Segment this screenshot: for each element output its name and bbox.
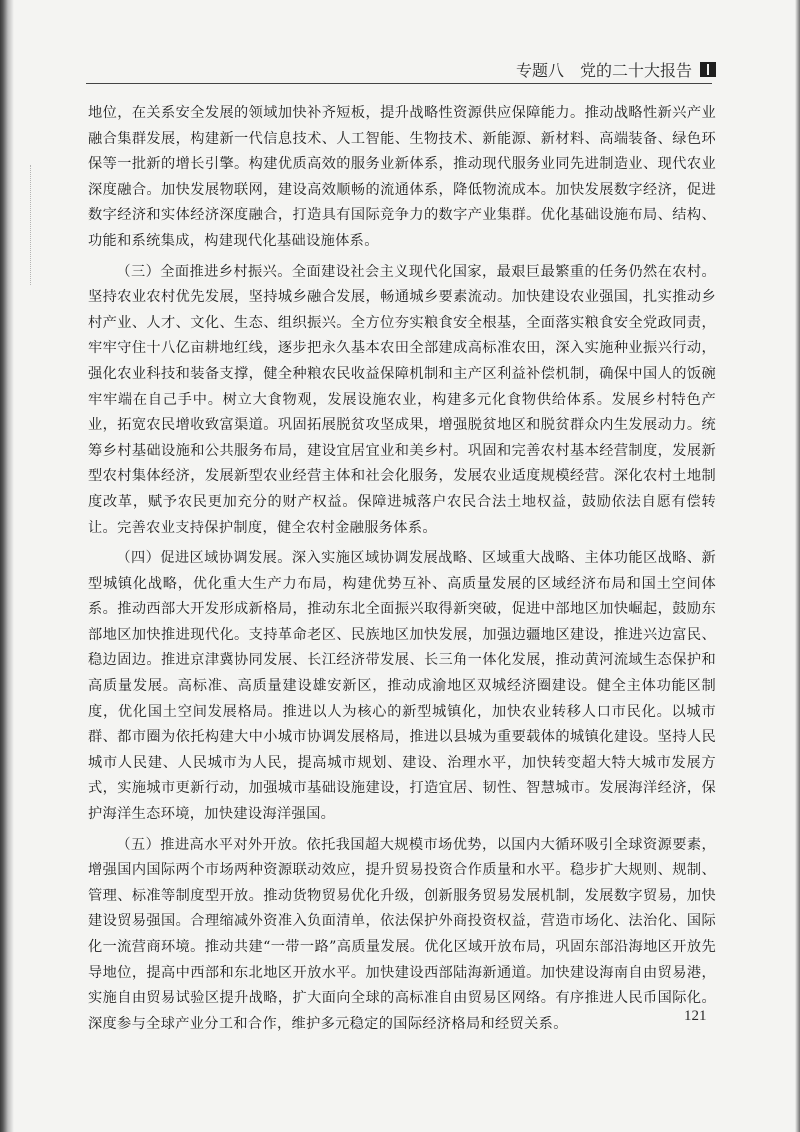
paragraph-opening-up: （五）推进高水平对外开放。依托我国超大规模市场优势，以国内大循环吸引全球资源要素，增强国内国际两个市场两种资源联动效应，提升贸易投资合作质量和水平。稳步扩大规则、规制、管理、标准等制度型开放。推动货物贸易优化升级，创新服务贸易发展机制，发展数字贸易，加快建设贸易强国。合理缩减外资准入负面清单，依法保护外商投资权益，营造市场化、法治化、国际化一流营商环境。推动共建“一带一路”高质量发展。优化区域开放布局，巩固东部沿海地区开放先导地位，提高中西部和东北地区开放水平。加快建设西部陆海新通道。加快建设海南自由贸易港，实施自由贸易试验区提升战略，扩大面向全球的高标准自由贸易区网络。有序推进人民币国际化。深度参与全球产业分工和合作，维护多元稳定的国际经济格局和经贸关系。 <box>88 836 716 1032</box>
body-text <box>88 101 716 1042</box>
header-divider <box>86 83 712 84</box>
running-header <box>516 58 716 81</box>
page-number: 121 <box>684 1008 707 1024</box>
paragraph-rural-revitalization: （三）全面推进乡村振兴。全面建设社会主义现代化国家，最艰巨最繁重的任务仍然在农村。坚持农业农村优先发展，坚持城乡融合发展，畅通城乡要素流动。加快建设农业强国，扎实推动乡村产业、人才、文化、生态、组织振兴。全方位夯实粮食安全根基，全面落实粮食安全党政同责，牢牢守住十八亿亩耕地红线，逐步把永久基本农田全部建成高标准农田，深入实施种业振兴行动，强化农业科技和装备支撑，健全种粮农民收益保障机制和主产区利益补偿机制，确保中国人的饭碗牢牢端在自己手中。树立大食物观，发展设施农业，构建多元化食物供给体系。发展乡村特色产业，拓宽农民增收致富渠道。巩固拓展脱贫攻坚成果，增强脱贫地区和脱贫群众内生发展动力。统筹乡村基础设施和公共服务布局，建设宜居宜业和美乡村。巩固和完善农村基本经营制度，发展新型农村集体经济，发展新型农业经营主体和社会化服务，发展农业适度规模经营。深化农村土地制度改革，赋予农民更加充分的财产权益。保障进城落户农民合法土地权益，鼓励依法自愿有偿转让。完善农业支持保护制度，健全农村金融服务体系。 <box>88 263 716 536</box>
paragraph-regional-development: （四）促进区域协调发展。深入实施区域协调发展战略、区域重大战略、主体功能区战略、新型城镇化战略，优化重大生产力布局，构建优势互补、高质量发展的区域经济布局和国土空间体系。推动西部大开发形成新格局，推动东北全面振兴取得新突破，促进中部地区加快崛起，鼓励东部地区加快推进现代化。支持革命老区、民族地区加快发展，加强边疆地区建设，推进兴边富民、稳边固边。推进京津冀协同发展、长江经济带发展、长三角一体化发展，推动黄河流域生态保护和高质量发展。高标准、高质量建设雄安新区，推动成渝地区双城经济圈建设。健全主体功能区制度，优化国土空间发展格局。推进以人为核心的新型城镇化，加快农业转移人口市民化。以城市群、都市圈为依托构建大中小城市协调发展格局，推进以县城为重要载体的城镇化建设。坚持人民城市人民建、人民城市为人民，提高城市规划、建设、治理水平，加快转变超大特大城市发展方式，实施城市更新行动，加强城市基础设施建设，打造宜居、韧性、智慧城市。发展海洋经济，保护海洋生态环境，加快建设海洋强国。 <box>88 550 716 823</box>
scan-noise-mark <box>30 165 39 285</box>
paragraph-continued: 地位，在关系安全发展的领域加快补齐短板，提升战略性资源供应保障能力。推动战略性新兴产业融合集群发展，构建新一代信息技术、人工智能、生物技术、新能源、新材料、高端装备、绿色环保等一批新的增长引擎。构建优质高效的服务业新体系，推动现代服务业同先进制造业、现代农业深度融合。加快发展物联网，建设高效顺畅的流通体系，降低物流成本。加快发展数字经济，促进数字经济和实体经济深度融合，打造具有国际竞争力的数字产业集群。优化基础设施布局、结构、功能和系统集成，构建现代化基础设施体系。 <box>88 105 716 249</box>
running-header-title: 专题八 党的二十大报告 <box>515 61 692 80</box>
book-icon <box>700 62 716 77</box>
scan-binding-shadow <box>0 0 14 1132</box>
scan-edge-shadow <box>795 0 800 1132</box>
